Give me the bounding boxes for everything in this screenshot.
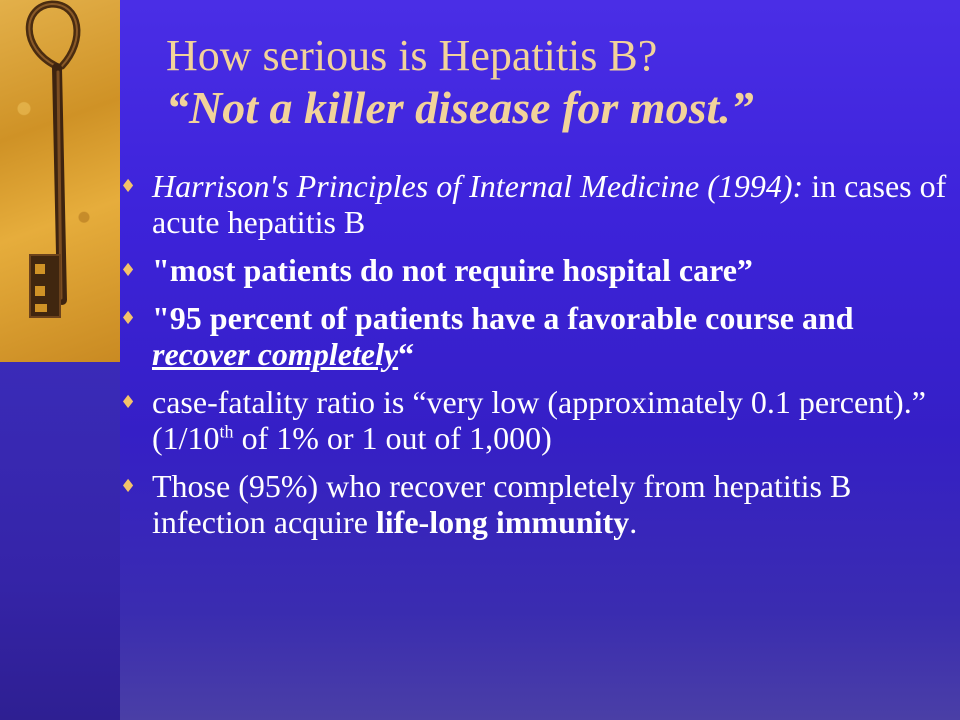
quote-close: “ bbox=[398, 336, 415, 372]
left-stripe bbox=[0, 360, 120, 720]
bullet-text: in cases of acute hepatitis B bbox=[152, 168, 947, 240]
bullet-item bbox=[118, 252, 948, 288]
bullet-list bbox=[118, 168, 948, 552]
immunity-text: Those (95%) who recover completely from hepatitis B infection acquire bbox=[152, 468, 852, 540]
title-line-1: How serious is Hepatitis B? bbox=[166, 31, 658, 80]
quote-favorable-course: "95 percent of patients have a favorable course and bbox=[152, 300, 854, 336]
bullet-item bbox=[118, 384, 948, 456]
life-long-immunity-emphasis: life-long immunity bbox=[375, 504, 630, 540]
bullet-item bbox=[118, 468, 948, 540]
fatality-ratio-text: case-fatality ratio is “very low (approximately 0.1 percent).” (1/10 bbox=[152, 384, 926, 456]
superscript-th: th bbox=[219, 421, 234, 442]
antique-key-image bbox=[0, 0, 120, 362]
fatality-ratio-text-end: of 1% or 1 out of 1,000) bbox=[233, 420, 552, 456]
immunity-text-end: . bbox=[629, 504, 638, 540]
title-line-2: “Not a killer disease for most.” bbox=[166, 82, 754, 133]
diamond-bullet-icon: ♦ bbox=[120, 392, 137, 413]
diamond-bullet-icon: ♦ bbox=[120, 260, 137, 281]
source-citation: Harrison's Principles of Internal Medicine (1994): bbox=[152, 168, 804, 204]
bullet-item bbox=[118, 300, 948, 372]
quote-hospital-care: "most patients do not require hospital care” bbox=[152, 252, 753, 288]
slide-title bbox=[166, 30, 946, 134]
diamond-bullet-icon: ♦ bbox=[120, 476, 137, 497]
diamond-bullet-icon: ♦ bbox=[120, 176, 137, 197]
recover-completely-emphasis: recover completely bbox=[152, 336, 399, 372]
key-icon bbox=[0, 0, 120, 362]
diamond-bullet-icon: ♦ bbox=[120, 308, 137, 329]
bullet-item bbox=[118, 168, 948, 240]
